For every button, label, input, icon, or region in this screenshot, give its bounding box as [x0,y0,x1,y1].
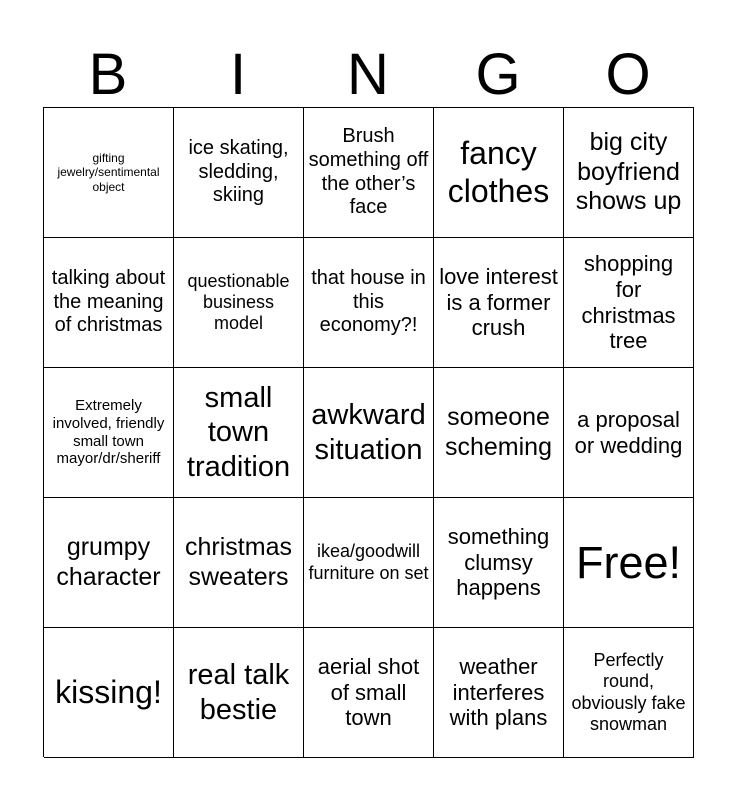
cell-text: a proposal or wedding [574,406,683,458]
header-letter-o: O [605,42,651,107]
bingo-cell[interactable] [434,368,564,498]
bingo-cell[interactable] [44,628,174,758]
bingo-cell[interactable] [304,498,434,628]
bingo-cell[interactable] [564,628,694,758]
bingo-cell[interactable] [44,238,174,368]
bingo-cell[interactable] [304,628,434,758]
bingo-cell[interactable] [44,108,174,238]
bingo-cell[interactable] [564,238,694,368]
cell-text: christmas sweaters [185,533,292,591]
bingo-cell[interactable] [174,108,304,238]
free-space-cell[interactable] [564,498,694,628]
cell-text: fancy clothes [447,134,550,209]
bingo-cell[interactable] [434,238,564,368]
cell-text: shopping for christmas tree [581,250,676,354]
cell-text: questionable business model [187,270,290,334]
bingo-cell[interactable] [44,368,174,498]
bingo-cell[interactable] [434,498,564,628]
header-letter-n: N [347,42,389,107]
bingo-cell[interactable] [304,108,434,238]
cell-text: ice skating, sledding, skiing [188,137,289,207]
cell-text: gifting jewelry/sentimental object [57,151,160,194]
bingo-cell[interactable] [174,238,304,368]
cell-text: love interest is a former crush [439,263,558,341]
bingo-cell[interactable] [304,238,434,368]
cell-text: ikea/goodwill furniture on set [308,541,429,583]
cell-text: grumpy character [56,533,161,591]
cell-text: real talk bestie [187,659,290,726]
header-letter-g: G [475,42,521,107]
bingo-cell[interactable] [564,108,694,238]
cell-text: someone scheming [445,403,552,461]
cell-text: Perfectly round, obviously fake snowman [571,650,686,734]
bingo-header [43,44,693,106]
cell-text: aerial shot of small town [317,653,420,731]
cell-text: talking about the meaning of christmas [51,267,166,337]
bingo-cell[interactable] [174,368,304,498]
cell-text: something clumsy happens [447,523,550,601]
cell-text: awkward situation [311,399,426,466]
cell-text: small town tradition [186,382,291,483]
cell-text: big city boyfriend shows up [575,128,682,216]
cell-text: weather interferes with plans [449,653,548,731]
bingo-cell[interactable] [174,498,304,628]
bingo-cell[interactable] [564,368,694,498]
bingo-cell[interactable] [304,368,434,498]
header-letter-b: B [88,42,128,107]
bingo-cell[interactable] [174,628,304,758]
cell-text: Brush something off the other’s face [308,125,429,219]
cell-text: kissing! [55,673,162,710]
header-letter-i: I [229,42,247,107]
bingo-cell[interactable] [434,628,564,758]
cell-text: Extremely involved, friendly small town mayor/dr/sheriff [52,397,165,468]
cell-text: Free! [575,536,682,588]
bingo-cell[interactable] [44,498,174,628]
bingo-cell[interactable] [434,108,564,238]
bingo-grid [43,107,694,757]
cell-text: that house in this economy?! [311,267,426,337]
